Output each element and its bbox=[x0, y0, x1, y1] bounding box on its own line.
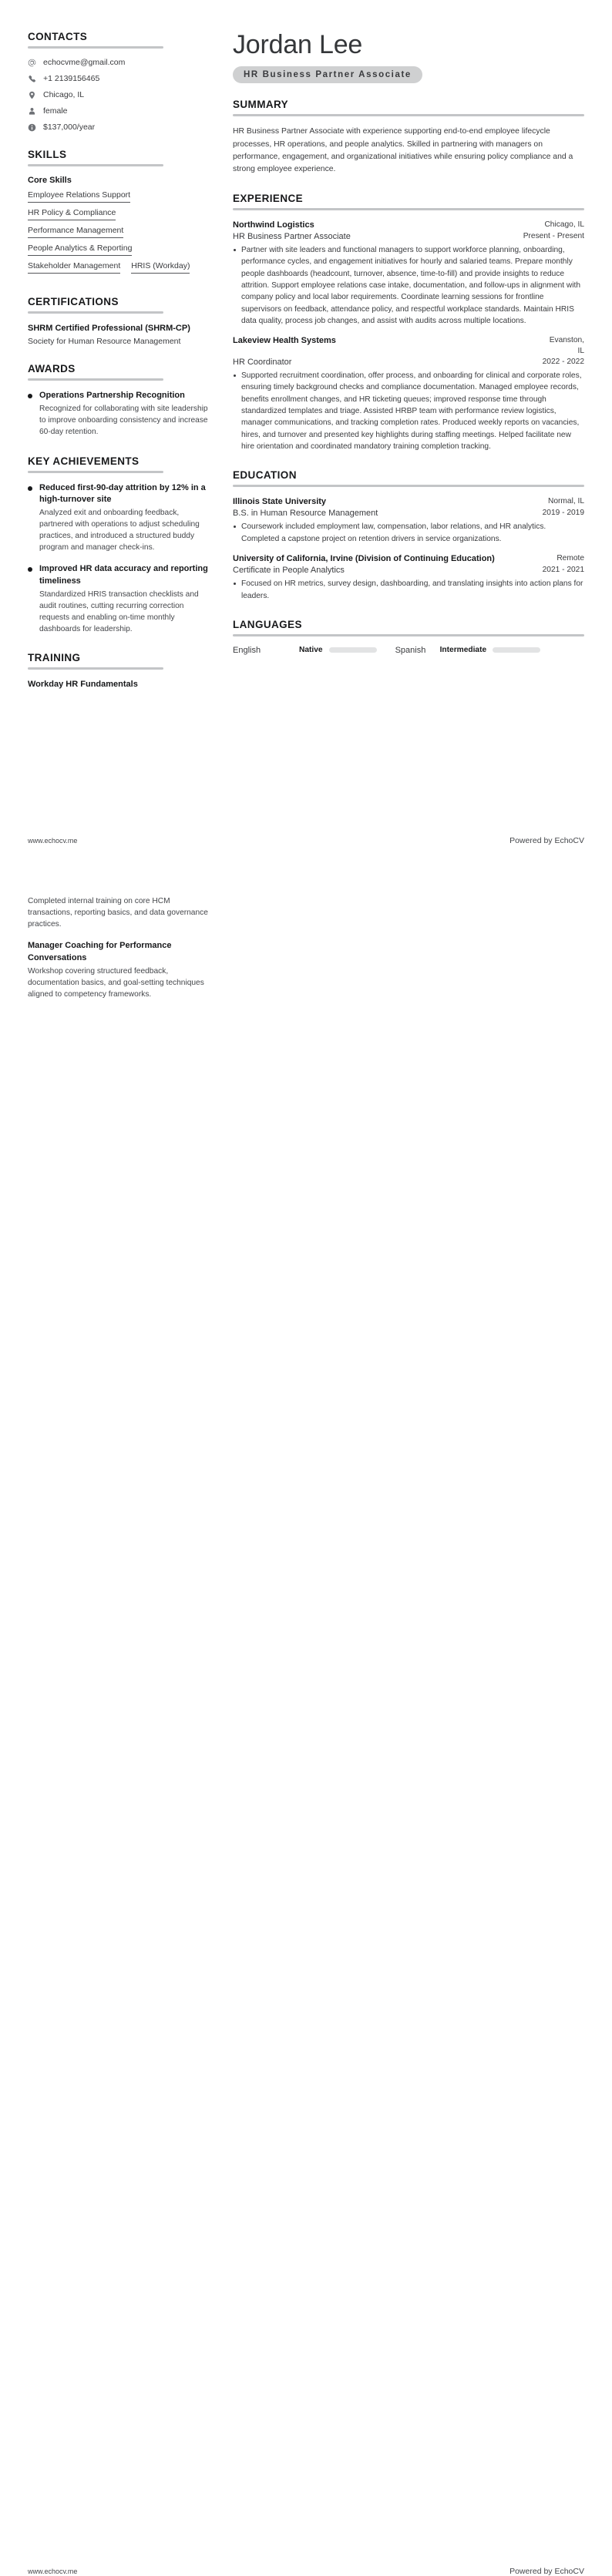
key-achievements-section bbox=[28, 455, 208, 636]
education-dates: 2019 - 2019 bbox=[542, 509, 584, 518]
certification-name: SHRM Certified Professional (SHRM-CP) bbox=[28, 324, 190, 333]
page-footer bbox=[28, 2567, 584, 2576]
experience-entry bbox=[233, 220, 584, 327]
language-item bbox=[395, 646, 541, 655]
location-pin-icon bbox=[28, 91, 36, 99]
key-achievements-heading: KEY ACHIEVEMENTS bbox=[28, 455, 140, 467]
experience-section bbox=[233, 193, 584, 452]
person-icon bbox=[28, 107, 36, 116]
section-divider bbox=[28, 46, 163, 49]
education-bullets bbox=[233, 578, 584, 602]
language-level: Native bbox=[299, 646, 323, 655]
contact-salary bbox=[28, 123, 208, 132]
experience-location: Chicago, IL bbox=[544, 220, 584, 229]
achievement-title: Reduced first-90-day attrition by 12% in a high-turnover site bbox=[39, 482, 206, 504]
contacts-heading: CONTACTS bbox=[28, 31, 88, 42]
skills-section bbox=[28, 149, 208, 279]
education-entry bbox=[233, 553, 584, 602]
resume-page-2 bbox=[0, 865, 612, 2576]
contact-gender bbox=[28, 106, 208, 116]
experience-organization: Northwind Logistics bbox=[233, 220, 314, 230]
footer-brand-name: EchoCV bbox=[554, 2567, 584, 2576]
experience-bullets bbox=[233, 370, 584, 452]
contacts-section bbox=[28, 31, 208, 132]
achievement-item bbox=[28, 563, 208, 635]
skill-chip: Stakeholder Management bbox=[28, 261, 120, 274]
training-description: Completed internal training on core HCM transactions, reporting basics, and data governance practices. bbox=[28, 897, 208, 929]
bullet-item: Coursework included employment law, compensation, labor relations, and HR analytics. Completed a capstone project on retention drivers in service organizations. bbox=[233, 521, 584, 545]
education-section bbox=[233, 469, 584, 602]
sidebar-continued bbox=[28, 896, 222, 1017]
skills-heading: SKILLS bbox=[28, 149, 67, 160]
languages-section bbox=[233, 619, 584, 655]
bullet-item: Partner with site leaders and functional managers to support workforce planning, onboarding, performance cycles, and engagement initiatives for hourly and salaried teams. Prepare monthly people dashboards (headcount, turnover, absence, time-to-fill) and provide insights to reduce attrition. Support employee relations case intake, documentation, and follow-ups in alignment with company policy and local labor requirements. Coordinate learning sessions for frontline supervisors on feedback, attendance policy, and respectful workplace standards. Maintain HRIS data quality, process job changes, and assist with audits across multiple locations. bbox=[233, 244, 584, 327]
achievement-description: Standardized HRIS transaction checklists and audit routines, cutting recurring correction requests and enabling on-time monthly dashboards for leadership. bbox=[39, 590, 199, 633]
bullet-dot-icon bbox=[28, 486, 32, 491]
section-divider bbox=[28, 471, 163, 473]
section-divider bbox=[233, 634, 584, 636]
phone-icon bbox=[28, 75, 36, 83]
contact-location-value: Chicago, IL bbox=[43, 90, 85, 99]
certification-organization: Society for Human Resource Management bbox=[28, 336, 181, 346]
education-bullets bbox=[233, 521, 584, 545]
summary-text: HR Business Partner Associate with experience supporting end-to-end employee lifecycle processes, HR operations, and people analytics. Skilled in partnering with managers on performance, engagement, and organizational initiatives while ensuring policy compliance and a strong employee experience. bbox=[233, 127, 573, 173]
language-name: English bbox=[233, 645, 261, 655]
contact-email[interactable] bbox=[28, 58, 208, 67]
training-section bbox=[28, 652, 208, 690]
summary-section bbox=[233, 99, 584, 176]
awards-section bbox=[28, 363, 208, 438]
skills-list bbox=[28, 190, 208, 279]
certifications-heading: CERTIFICATIONS bbox=[28, 296, 119, 307]
sidebar bbox=[28, 31, 222, 708]
section-divider bbox=[28, 311, 163, 314]
section-divider bbox=[233, 208, 584, 210]
skill-chip: HRIS (Workday) bbox=[131, 261, 190, 274]
bullet-item: Focused on HR metrics, survey design, dashboarding, and translating insights into action plans for leaders. bbox=[233, 578, 584, 602]
achievement-description: Analyzed exit and onboarding feedback, partnered with operations to adjust scheduling practices, and introduced a structured buddy program and manager check-ins. bbox=[39, 509, 200, 552]
bullet-dot-icon bbox=[28, 394, 32, 398]
page-footer bbox=[28, 836, 584, 845]
experience-location: Evanston, IL bbox=[549, 336, 584, 355]
skill-chip: People Analytics & Reporting bbox=[28, 243, 132, 256]
resume-page-1 bbox=[0, 0, 612, 865]
at-icon bbox=[28, 59, 36, 67]
experience-organization: Lakeview Health Systems bbox=[233, 336, 336, 346]
language-proficiency-bar bbox=[493, 647, 540, 653]
experience-dates: Present - Present bbox=[523, 231, 584, 240]
language-proficiency-bar bbox=[329, 647, 377, 653]
award-title: Operations Partnership Recognition bbox=[39, 390, 185, 400]
experience-entry bbox=[233, 335, 584, 452]
education-degree: Certificate in People Analytics bbox=[233, 565, 345, 575]
bullet-item: Supported recruitment coordination, offer process, and onboarding for clinical and corporate roles, ensuring timely background checks and compliance documentation. Managed employee records, benefits enrollment changes, and HR ticketing queues; improved response time through standardized templates and triage. Assisted HRBP team with performance review logistics, manager communications, and tracking completion rates. Produced weekly reports on vacancies, hires, and turnover and presented key highlights during staffing meetings. Helped facilitate new hire orientation and coordinated mandatory training completion tracking. bbox=[233, 370, 584, 452]
contact-phone[interactable] bbox=[28, 74, 208, 83]
achievement-title: Improved HR data accuracy and reporting timeliness bbox=[39, 564, 208, 586]
language-name: Spanish bbox=[395, 645, 426, 655]
education-degree: B.S. in Human Resource Management bbox=[233, 509, 378, 519]
education-dates: 2021 - 2021 bbox=[542, 565, 584, 574]
experience-heading: EXPERIENCE bbox=[233, 192, 304, 204]
language-level: Intermediate bbox=[439, 646, 487, 655]
contact-location bbox=[28, 90, 208, 99]
resume-header bbox=[233, 31, 584, 83]
footer-brand-name: EchoCV bbox=[554, 836, 584, 845]
skill-chip: HR Policy & Compliance bbox=[28, 208, 116, 220]
experience-bullets bbox=[233, 244, 584, 327]
awards-heading: AWARDS bbox=[28, 362, 76, 374]
training-heading: TRAINING bbox=[28, 652, 81, 664]
experience-dates: 2022 - 2022 bbox=[542, 357, 584, 366]
languages-list bbox=[233, 646, 584, 655]
footer-brand bbox=[509, 2567, 584, 2576]
training-description: Workshop covering structured feedback, documentation basics, and goal-setting techniques aligned to competency frameworks. bbox=[28, 967, 204, 999]
footer-website[interactable]: www.echocv.me bbox=[28, 2568, 78, 2575]
experience-role: HR Coordinator bbox=[233, 357, 292, 367]
section-divider bbox=[28, 667, 163, 670]
page-title: Jordan Lee bbox=[233, 30, 363, 59]
section-divider bbox=[233, 114, 584, 116]
skills-group-title: Core Skills bbox=[28, 176, 72, 185]
education-location: Remote bbox=[557, 554, 584, 563]
education-organization: Illinois State University bbox=[233, 497, 327, 507]
award-item bbox=[28, 390, 208, 438]
training-title: Workday HR Fundamentals bbox=[28, 680, 138, 690]
languages-heading: LANGUAGES bbox=[233, 618, 302, 630]
education-heading: EDUCATION bbox=[233, 469, 297, 482]
main-content bbox=[222, 31, 584, 672]
skill-chip: Employee Relations Support bbox=[28, 190, 130, 203]
footer-powered-text: Powered by bbox=[509, 836, 555, 845]
section-divider bbox=[233, 485, 584, 487]
summary-heading: SUMMARY bbox=[233, 99, 289, 111]
contact-email-value: echocvme@gmail.com bbox=[43, 58, 126, 67]
contact-gender-value: female bbox=[43, 106, 68, 116]
award-description: Recognized for collaborating with site leadership to improve onboarding consistency and increase 60-day retention. bbox=[39, 405, 208, 436]
footer-brand bbox=[509, 836, 584, 845]
education-location: Normal, IL bbox=[548, 497, 584, 506]
skill-chip: Performance Management bbox=[28, 226, 123, 238]
achievement-item bbox=[28, 482, 208, 554]
bullet-dot-icon bbox=[28, 567, 32, 572]
certifications-section bbox=[28, 296, 208, 346]
footer-powered-text: Powered by bbox=[509, 2567, 555, 2576]
training-section-continued bbox=[28, 896, 208, 1000]
experience-role: HR Business Partner Associate bbox=[233, 231, 351, 241]
education-entry bbox=[233, 496, 584, 545]
section-divider bbox=[28, 164, 163, 166]
contact-salary-value: $137,000/year bbox=[43, 123, 96, 132]
contact-phone-value: +1 2139156465 bbox=[43, 74, 100, 83]
section-divider bbox=[28, 378, 163, 381]
info-icon bbox=[28, 123, 36, 132]
footer-website[interactable]: www.echocv.me bbox=[28, 837, 78, 845]
training-title: Manager Coaching for Performance Conversations bbox=[28, 941, 172, 962]
role-badge: HR Business Partner Associate bbox=[233, 66, 422, 83]
education-organization: University of California, Irvine (Division of Continuing Education) bbox=[233, 554, 495, 564]
language-item bbox=[233, 646, 377, 655]
certification-item bbox=[28, 323, 208, 346]
